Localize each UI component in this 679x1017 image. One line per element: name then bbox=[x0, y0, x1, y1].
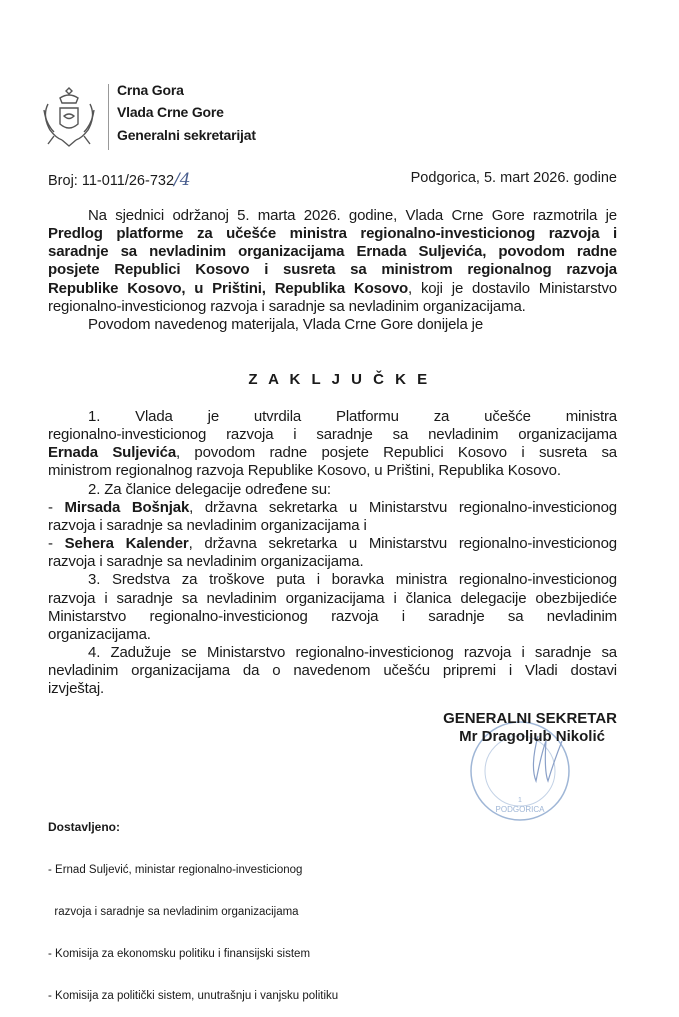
bold-text: Ernada Suljevića bbox=[48, 444, 177, 462]
text: 3. Sredstva za troškove puta i boravka ministra regionalno-investicionog bbox=[88, 571, 617, 589]
text: 1. Vlada je utvrdila Platformu za učešće ministra bbox=[88, 408, 617, 425]
text-line bbox=[48, 662, 617, 680]
text-line bbox=[88, 207, 617, 225]
text-line bbox=[48, 517, 617, 535]
text-line bbox=[48, 280, 617, 298]
text: 2. Za članice delegacije određene su: bbox=[88, 480, 331, 498]
montenegro-coat-of-arms-icon bbox=[40, 86, 98, 150]
text-line bbox=[48, 243, 617, 261]
bold-text: Predlog platforme za učešće ministra regionalno-investicionog razvoja i bbox=[48, 225, 617, 243]
text-line bbox=[88, 408, 617, 426]
text-line bbox=[48, 298, 617, 316]
text: , državna sekretarka u Ministarstvu regionalno-investicionog bbox=[188, 535, 617, 553]
header-divider bbox=[108, 84, 109, 150]
text-line bbox=[48, 608, 617, 626]
text-line bbox=[88, 481, 617, 499]
text-line bbox=[48, 261, 617, 279]
bold-text: Mirsada Bošnjak bbox=[64, 498, 190, 516]
header-office: Generalni sekretarijat bbox=[117, 127, 256, 143]
text: 4. Zadužuje se Ministarstvo regionalno-investicionog razvoja i saradnje sa bbox=[88, 643, 617, 661]
text-line bbox=[48, 553, 617, 571]
distribution-item: - Komisija za ekonomsku politiku i finansijski sistem bbox=[48, 948, 311, 960]
text: regionalno-investicionog razvoja i saradnje sa nevladinim organizacijama. bbox=[48, 297, 526, 315]
text: , povodom radne posjete Republici Kosovo i susreta sa bbox=[176, 444, 617, 462]
text-line bbox=[48, 225, 617, 243]
text-line bbox=[88, 316, 617, 334]
distribution-list bbox=[48, 835, 338, 1017]
text: razvoja i saradnje sa nevladinim organizacijama i bbox=[48, 516, 367, 534]
header-government: Vlada Crne Gore bbox=[117, 104, 224, 120]
stamp-number: 1 bbox=[518, 797, 522, 804]
handwritten-suffix: /4 bbox=[174, 170, 191, 190]
text-line bbox=[48, 462, 617, 480]
text: Ministarstvo regionalno-investicionog razvoja i saradnje sa nevladinim bbox=[48, 607, 617, 625]
distribution-item: - Ernad Suljević, ministar regionalno-investicionog bbox=[48, 864, 303, 876]
reference-number bbox=[48, 170, 191, 190]
text: regionalno-investicionog razvoja i saradnje sa nevladinim organizacijama bbox=[48, 426, 617, 444]
conclusions-heading: Z A K L J U Č K E bbox=[248, 371, 431, 388]
bold-text: posjete Republici Kosovo i susreta sa ministrom regionalnog razvoja bbox=[48, 261, 617, 279]
text: - bbox=[48, 535, 65, 553]
text-line bbox=[48, 680, 617, 698]
text: razvoja i saradnje sa nevladinim organizacijama i članica delegacije obezbijediće bbox=[48, 589, 617, 607]
text-line bbox=[48, 626, 617, 644]
place-date: Podgorica, 5. mart 2026. godine bbox=[410, 170, 617, 186]
text-line bbox=[48, 590, 617, 608]
bold-text: Sehera Kalender bbox=[64, 535, 189, 553]
text-line bbox=[88, 571, 617, 589]
distribution-item: razvoja i saradnje sa nevladinim organizacijama bbox=[48, 906, 299, 918]
text-line bbox=[48, 535, 617, 553]
distribution-label: Dostavljeno: bbox=[48, 820, 121, 834]
text-line bbox=[48, 426, 617, 444]
header-country: Crna Gora bbox=[117, 82, 184, 98]
bold-text: Republike Kosovo, u Prištini, Republika Kosovo bbox=[48, 279, 409, 297]
text: , koji je dostavilo Ministarstvo bbox=[408, 279, 617, 297]
bold-text: saradnje sa nevladinim organizacijama Ernada Suljevića, povodom radne bbox=[48, 243, 617, 261]
signatory-name: Mr Dragoljub Nikolić bbox=[459, 728, 605, 745]
text: ministrom regionalnog razvoja Republike Kosovo, u Prištini, Republika Kosovo. bbox=[48, 462, 561, 480]
distribution-item: - Komisija za politički sistem, unutrašnju i vanjsku politiku bbox=[48, 990, 339, 1002]
text: organizacijama. bbox=[48, 625, 151, 643]
signatory-title: GENERALNI SEKRETAR bbox=[443, 710, 617, 727]
text-line bbox=[48, 499, 617, 517]
text: Na sjednici održanoj 5. marta 2026. godine, Vlada Crne Gore razmotrila je bbox=[88, 207, 617, 224]
reference-number-text: Broj: 11-011/26-732 bbox=[48, 173, 175, 189]
text: , državna sekretarka u Ministarstvu regionalno-investicionog bbox=[189, 498, 617, 516]
text: izvještaj. bbox=[48, 680, 105, 698]
text: razvoja i saradnje sa nevladinim organizacijama. bbox=[48, 553, 364, 571]
text: nevladinim organizacijama da o navedenom učešću pripremi i Vladi dostavi bbox=[48, 662, 617, 680]
text: - bbox=[48, 498, 65, 516]
text-line bbox=[88, 644, 617, 662]
stamp-city: PODGORICA bbox=[495, 805, 545, 814]
text: Povodom navedenog materijala, Vlada Crne Gore donijela je bbox=[88, 315, 484, 333]
text-line bbox=[48, 444, 617, 462]
